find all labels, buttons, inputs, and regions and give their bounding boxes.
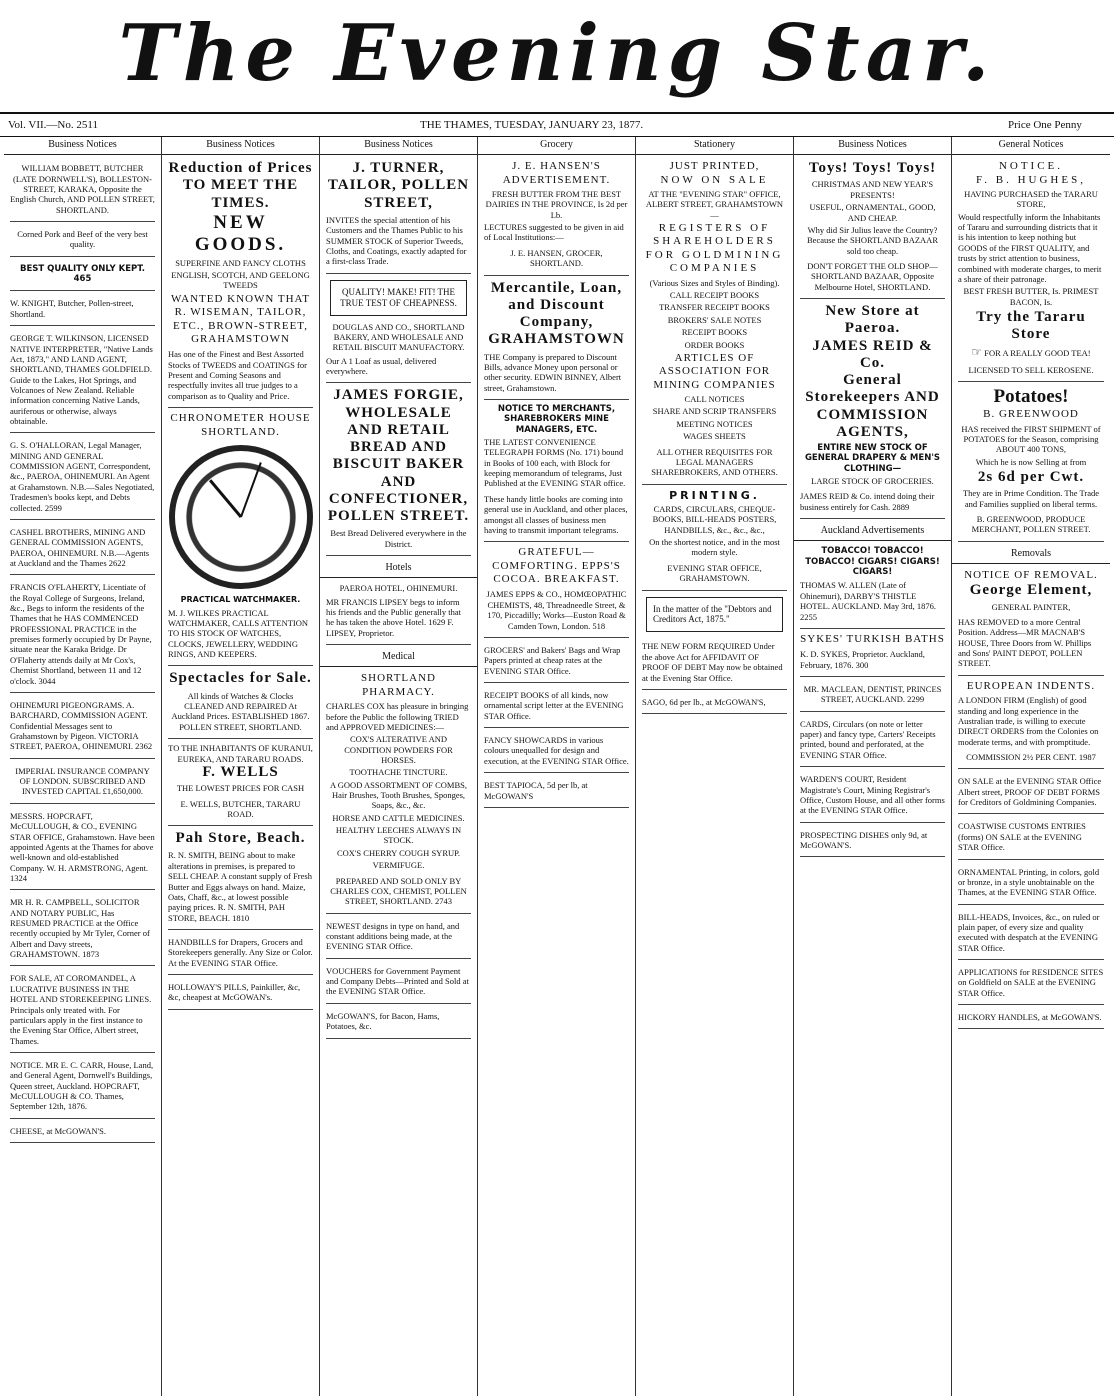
ad-oflaherty: FRANCIS O'FLAHERTY, Licentiate of the Royal College of Surgeons, Ireland, &c., Begs to inform the residents of the Thames that he HAS COMMENCED PROFESSIONAL PRACTICE in the premises formerly occupied by Dr Payne, situate near the Karaka Bridge. Dr O'Flaherty attends daily at Mr Cox's, Chemist Shortland, between 11 and 12 o'clock. 3044	[10, 579, 155, 693]
ad-smith: R. N. SMITH, BEING about to make alterations in premises, is prepared to SELL CHEAP. A constant supply of Fresh Butter and Eggs always on hand. Maize, Oats, Chaff, &c., at lowest possible paying prices. R. N. SMITH, PAH STORE, BEACH. 1810	[168, 847, 313, 930]
ad-charles-cox: CHARLES COX has pleasure in bringing before the Public the following TRIED and APPROVED MEDICINES:—	[326, 701, 469, 732]
ad-pah-store: Pah Store, Beach.	[175, 830, 306, 847]
ad-proof-of-debt: ON SALE at the EVENING STAR Office Albert street, PROOF OF DEBT FORMS for Creditors of Goldmining Companies.	[958, 773, 1104, 814]
ad-shortland-bazaar: DON'T FORGET THE OLD SHOP— SHORTLAND BAZAAR, Opposite Melbourne Hotel, SHORTLAND.	[800, 258, 945, 299]
ad-cashel: CASHEL BROTHERS, MINING AND GENERAL COMMISSION AGENTS, PAEROA, OHINEMURI. N.B.—Agents at Auckland and the Thames 2622	[10, 524, 155, 575]
ad-wiseman-body: Has one of the Finest and Best Assorted Stocks of TWEEDS and COATINGS for Present and Coming Seasons and respectfully invites all true judges to a comparison as to Quality and Price.	[168, 346, 313, 408]
column-6	[794, 137, 952, 1396]
ad-affidavit: THE NEW FORM REQUIRED Under the above Act for AFFIDAVIT OF PROOF OF DEBT May now be obtained at the Evening Star Office.	[642, 638, 787, 689]
ad-registers: REGISTERS OF SHAREHOLDERS FOR GOLDMINING COMPANIES	[645, 222, 784, 275]
ad-for-sale: FOR SALE, AT COROMANDEL, A LUCRATIVE BUSINESS IN THE HOTEL AND STOREKEEPING LINES. Principals only treated with. For particulars apply in the first instance to the Evening Star Office, Albert street, Thames.	[10, 970, 155, 1053]
ad-corned-pork: Corned Pork and Beef of the very best quality.	[10, 226, 155, 257]
clock-icon	[169, 445, 313, 589]
ad-brokers-notes: BROKERS' SALE NOTES	[667, 314, 762, 325]
ad-notice: NOTICE.	[998, 160, 1064, 173]
ad-receipt-books: RECEIPT BOOKS of all kinds, now ornamental script letter at the EVENING STAR Office.	[484, 687, 629, 728]
ad-first-shipment: HAS received the FIRST SHIPMENT of POTATOES for the Season, comprising ABOUT 400 TONS,	[961, 423, 1101, 455]
ad-greenwood-merchant: B. GREENWOOD, PRODUCE MERCHANT, POLLEN STREET.	[958, 511, 1104, 542]
ad-vermifuge: VERMIFUGE.	[372, 860, 425, 871]
ad-commission: COMMISSION 2½ PER CENT. 1987	[958, 749, 1104, 769]
ad-ornamental: ORNAMENTAL Printing, in colors, gold or bronze, in a style unobtainable on the Thames, at the EVENING STAR Office.	[958, 864, 1104, 905]
place-date: THE THAMES, TUESDAY, JANUARY 23, 1877.	[420, 119, 644, 131]
ad-notice-removal: NOTICE OF REMOVAL.	[964, 569, 1098, 581]
ad-call-receipt: CALL RECEIPT BOOKS	[669, 290, 760, 301]
ad-wilkinson: GEORGE T. WILKINSON, LICENSED NATIVE INTERPRETER, "Native Lands Act, 1873," AND LAND AGENT, SHORTLAND, THAMES GOLDFIELD. Guide to the Lakes, Hot Springs, and Volcanoes of New Zealand. Reliable information concerning Native Lands, auriferous or otherwise, always obtainable.	[10, 330, 155, 433]
ad-fancy-showcards: FANCY SHOWCARDS in various colours unequalled for design and execution, at the EVENING STAR Office.	[484, 732, 629, 773]
ad-toothache: TOOTHACHE TINCTURE.	[349, 767, 448, 778]
ad-butter-bacon: BEST FRESH BUTTER, Is. PRIMEST BACON, Is.	[963, 286, 1099, 307]
ad-wages-sheets: WAGES SHEETS	[683, 431, 746, 442]
ad-cards-circulars: CARDS, Circulars (on note or letter paper) and fancy type, Carters' Receipts printed, bound and perforated, at the EVENING STAR Office.	[800, 716, 945, 767]
pointing-hand-icon: ☞	[971, 345, 983, 360]
ad-selling-at: Which he is now Selling at from	[975, 456, 1087, 467]
ad-bill-heads: BILL-HEADS, Invoices, &c., on ruled or plain paper, of every size and quality executed with despatch at the EVENING STAR Office.	[958, 909, 1104, 960]
ad-tararu-store: HAVING PURCHASED the TARARU STORE,	[964, 189, 1098, 210]
ad-james-epps: JAMES EPPS & CO., HOMŒOPATHIC CHEMISTS, 48, Threadneedle Street, & 170, Piccadilly; Works—Euston Road & Camden Town, London. 518	[484, 586, 629, 637]
ad-douglas: DOUGLAS AND CO., SHORTLAND BAKERY, AND WHOLESALE AND RETAIL BISCUIT MANUFACTORY.	[332, 321, 465, 353]
ad-carr: NOTICE. MR E. C. CARR, House, Land, and General Agent, Dornwell's Buildings, Queen street, Auckland. HOPCRAFT, McCULLOUGH & CO. Thames, September 12th, 1876.	[10, 1057, 155, 1119]
columns-grid	[4, 137, 1110, 1396]
ad-horse-cattle: HORSE AND CATTLE MEDICINES.	[332, 812, 465, 823]
ad-tapioca: BEST TAPIOCA, 5d per lb, at McGOWAN'S	[484, 777, 629, 808]
ad-watches-clocks: All kinds of Watches & Clocks CLEANED AND REPAIRED At Auckland Prices. ESTABLISHED 1867. POLLEN STREET, SHORTLAND.	[168, 688, 313, 739]
ad-ohalloran: G. S. O'HALLORAN, Legal Manager, MINING AND GENERAL COMMISSION AGENT, Correspondent, &c., PAEROA, OHINEMURI. An Agent at Grahamstown. N.B.—Sales Negotiated, Tradesmen's books kept, and Debts collected. 2599	[10, 437, 155, 520]
ad-call-notices: CALL NOTICES	[684, 394, 745, 405]
ad-maclean-dentist: MR. MACLEAN, DENTIST, PRINCES STREET, AUCKLAND. 2299	[800, 681, 945, 712]
section-removals: Removals	[952, 546, 1110, 564]
ad-just-printed: JUST PRINTED,	[669, 160, 760, 173]
ad-tweeds: ENGLISH, SCOTCH, AND GEELONG TWEEDS	[171, 269, 310, 291]
ad-cheese: CHEESE, at McGOWAN'S.	[10, 1123, 155, 1143]
column-1	[4, 137, 162, 1396]
ad-debtors-creditors: In the matter of the "Debtors and Creditors Act, 1875."	[646, 597, 783, 633]
ad-sir-julius: Why did Sir Julius leave the Country? Because the SHORTLAND BAZAAR sold too cheap.	[807, 224, 938, 256]
ad-epps-cocoa: GRATEFUL—COMFORTING. EPPS'S COCOA. BREAKFAST.	[492, 546, 621, 586]
ad-london-firm: A LONDON FIRM (English) of good standing and long experience in the Australian trade, is willing to execute DIRECT ORDERS from the Colonies on moderate terms, and with promptitude.	[958, 695, 1099, 747]
section-medical: Medical	[320, 649, 477, 667]
ad-best-bread: Best Bread Delivered everywhere in the District.	[326, 525, 471, 556]
ad-campbell: MR H. R. CAMPBELL, SOLICITOR AND NOTARY PUBLIC, Has RESUMED PRACTICE at the Office recently occupied by Mr Tyler, Corner of Albert and Davy streets, GRAHAMSTOWN. 1873	[10, 894, 155, 966]
price: Price One Penny	[1008, 119, 1082, 131]
ad-european-indents: EUROPEAN INDENTS.	[966, 679, 1096, 692]
ad-wilkes: M. J. WILKES PRACTICAL WATCHMAKER, CALLS ATTENTION TO HIS STOCK OF WATCHES, CLOCKS, JEWELLERY, WEDDING RINGS, AND KEEPERS.	[168, 605, 313, 667]
ad-tobacco-cigars: TOBACCO! TOBACCO! TOBACCO! CIGARS! CIGARS! CIGARS!	[805, 546, 940, 578]
ad-wiseman: WANTED KNOWN THAT R. WISEMAN, TAILOR, ETC., BROWN-STREET, GRAHAMSTOWN	[171, 292, 310, 345]
ad-sago: SAGO, 6d per lb., at McGOWAN'S,	[642, 694, 787, 714]
column-header: General Notices	[952, 137, 1110, 155]
ad-pigeongrams: OHINEMURI PIGEONGRAMS. A. BARCHARD, COMMISSION AGENT. Confidential Messages sent to Grahamstown by Pigeon. VICTORIA STREET, PAEROA, OHINEMURI. 2362	[10, 697, 155, 759]
ad-prepared-by-cox: PREPARED AND SOLD ONLY BY CHARLES COX, CHEMIST, POLLEN STREET, SHORTLAND. 2743	[326, 873, 471, 914]
ad-notice-merchants: NOTICE TO MERCHANTS, SHAREBROKERS MINE MANAGERS, ETC.	[497, 403, 616, 435]
ad-applications: APPLICATIONS for RESIDENCE SITES on Goldfield on SALE at the EVENING STAR Office.	[958, 964, 1104, 1005]
ad-newest-designs: NEWEST designs in type on hand, and constant additions being made, at the EVENING STAR Office.	[326, 918, 471, 959]
ad-reid-cash: JAMES REID & Co. intend doing their business entirely for Cash. 2889	[800, 488, 945, 519]
ad-now-on-sale: NOW ON SALE	[660, 173, 769, 186]
ad-handy-books: These handy little books are coming into general use in Auckland, and other places, amongst all classes of business men having to transmit important telegrams.	[484, 491, 629, 542]
column-header: Stationery	[636, 137, 793, 155]
ad-large-stock-groceries: LARGE STOCK OF GROCERIES.	[811, 476, 934, 487]
ad-chronometer-house: CHRONOMETER HOUSE SHORTLAND.	[170, 412, 311, 438]
ad-useful: USEFUL, ORNAMENTAL, GOOD, AND CHEAP.	[809, 202, 936, 223]
ad-hickory: HICKORY HANDLES, at McGOWAN'S.	[958, 1009, 1104, 1029]
ad-bobbett: WILLIAM BOBBETT, BUTCHER (LATE DORNWELL'S), BOLLESTON-STREET, KARAKA, Opposite the English Church, AND POLLEN STREET, SHORTLAND.	[10, 160, 155, 222]
ad-receipt-books: RECEIPT BOOKS	[681, 327, 748, 338]
ad-george-element: George Element,	[969, 582, 1093, 599]
newspaper-title: The Evening Star.	[118, 8, 996, 99]
ad-wardens-court: WARDEN'S COURT, Resident Magistrate's Court, Mining Registrar's Office, Custom House, and all other forms at the EVENING STAR Office.	[800, 771, 945, 822]
ad-turner: J. TURNER, TAILOR, POLLEN STREET,	[327, 160, 470, 211]
ad-christmas: CHRISTMAS AND NEW YEAR'S PRESENTS!	[811, 179, 934, 200]
ad-sykes-baths: SYKES' TURKISH BATHS	[800, 632, 945, 645]
ad-wells-name: F. WELLS	[202, 763, 279, 780]
ad-cox-powders: COX'S ALTERATIVE AND CONDITION POWDERS FOR HORSES.	[344, 734, 453, 765]
ad-at-office: AT THE "EVENING STAR" OFFICE, ALBERT STREET, GRAHAMSTOWN—	[645, 189, 784, 220]
ad-e-wells: E. WELLS, BUTCHER, TARARU ROAD.	[168, 796, 313, 827]
ad-kerosene: LICENSED TO SELL KEROSENE.	[958, 362, 1104, 382]
column-header: Business Notices	[794, 137, 951, 155]
ad-general-storekeepers: General Storekeepers AND COMMISSION AGENTS,	[805, 372, 940, 440]
ad-thomas-allen: THOMAS W. ALLEN (Late of Ohinemuri), DARBY'S THISTLE HOTEL. AUCKLAND. May 3rd, 1876. 2255	[800, 577, 945, 628]
ad-handbills: HANDBILLS for Drapers, Grocers and Storekeepers generally. Any Size or Color. At the EVENING STAR Office.	[168, 934, 313, 975]
ad-practical-watchmaker: PRACTICAL WATCHMAKER.	[180, 594, 301, 604]
ad-vouchers: VOUCHERS for Government Payment and Company Debts—Printed and Sold at the EVENING STAR Office.	[326, 963, 471, 1004]
ad-hopcraft: MESSRS. HOPCRAFT, McCULLOUGH, & CO., EVENING STAR OFFICE, Grahamstown. Have been appointed Agents at the Thames for above well-known and old-established Company. W. H. ARMSTRONG, Agent. 1324	[10, 808, 155, 891]
column-header: Grocery	[478, 137, 635, 155]
ad-price-per-cwt: 2s 6d per Cwt.	[977, 469, 1085, 486]
ad-holloway: HOLLOWAY'S PILLS, Painkiller, &c, &c, cheapest at McGOWAN's.	[168, 979, 313, 1010]
dateline	[0, 112, 1114, 137]
column-header: Business Notices	[320, 137, 477, 155]
column-7	[952, 137, 1110, 1396]
ad-good-tea	[958, 345, 1104, 360]
ad-hansen-grocer: J. E. HANSEN, GROCER, SHORTLAND.	[484, 245, 629, 276]
ad-all-requisites: ALL OTHER REQUISITES FOR LEGAL MANAGERS SHAREBROKERS, AND OTHERS.	[642, 444, 787, 485]
ad-shortest-notice: On the shortest notice, and in the most modern style.	[649, 537, 780, 558]
ad-grocers-bags: GROCERS' and Bakers' Bags and Wrap Papers printed at cheap rates at the EVENING STAR Office.	[484, 642, 629, 683]
ad-fresh-butter: FRESH BUTTER FROM THE BEST DAIRIES IN THE PROVINCE, Is 2d per Lb.	[485, 189, 628, 220]
ad-meeting-notices: MEETING NOTICES	[676, 418, 753, 429]
ad-general-painter: GENERAL PAINTER,	[991, 601, 1071, 612]
ad-turner-body: INVITES the special attention of his Customers and the Thames Public to his SUMMER STOCK of Superior Tweeds, Cloths, and Coatings, exactly adapted for a first-class Trade.	[326, 212, 471, 274]
ad-kuranui: TO THE INHABITANTS OF KURANUI, EUREKA, AND TARARU ROADS.	[168, 743, 313, 764]
ad-printing: PRINTING.	[669, 488, 760, 502]
ad-greenwood: B. GREENWOOD	[983, 408, 1079, 421]
ad-sykes-proprietor: K. D. SYKES, Proprietor. Auckland, February, 1876. 300	[800, 646, 945, 677]
column-2	[162, 137, 320, 1396]
ad-prime-condition: They are in Prime Condition. The Trade and Families supplied on liberal terms.	[962, 488, 1100, 509]
ad-lectures: LECTURES suggested to be given in aid of Local Institutions:—	[484, 222, 624, 243]
ad-hansen-title: J. E. HANSEN'S ADVERTISEMENT.	[502, 160, 611, 186]
ad-various-sizes: (Various Sizes and Styles of Binding).	[649, 277, 780, 288]
ad-shortland-pharmacy: SHORTLAND PHARMACY.	[361, 672, 436, 698]
ad-a1-loaf: Our A 1 Loaf as usual, delivered everywhere.	[326, 353, 471, 384]
ad-best-quality: BEST QUALITY ONLY KEPT. 465	[10, 261, 155, 292]
ad-prospecting-dishes: PROSPECTING DISHES only 9d, at McGOWAN'S.	[800, 827, 945, 858]
section-auckland: Auckland Advertisements	[794, 523, 951, 541]
ad-transfer-receipt: TRANSFER RECEIPT BOOKS	[659, 302, 770, 313]
column-5	[636, 137, 794, 1396]
ad-articles: ARTICLES OF ASSOCIATION FOR MINING COMPANIES	[653, 351, 776, 391]
ad-imperial-insurance: IMPERIAL INSURANCE COMPANY OF LONDON. SUBSCRIBED AND INVESTED CAPITAL £1,650,000.	[10, 763, 155, 804]
ad-cloths: SUPERFINE AND FANCY CLOTHS	[175, 257, 306, 268]
column-3	[320, 137, 478, 1396]
column-header: Business Notices	[162, 137, 319, 155]
ad-combs: A GOOD ASSORTMENT OF COMBS, Hair Brushes, Tooth Brushes, Sponges, Soaps, &c., &c.	[329, 779, 468, 811]
ad-company-discount: THE Company is prepared to Discount Bills, advance Money upon personal or other security. EDWIN BINNEY, Albert street, Grahamstown.	[484, 349, 629, 400]
column-header: Business Notices	[4, 137, 161, 155]
masthead	[0, 0, 1114, 98]
ad-new-goods: NEW GOODS.	[194, 211, 287, 255]
ad-mcgowans-bacon: McGOWAN'S, for Bacon, Hams, Potatoes, &c.	[326, 1008, 471, 1039]
ad-reduction-prices: Reduction of Prices TO MEET THE TIMES.	[168, 160, 313, 211]
ad-leeches: HEALTHY LEECHES ALWAYS IN STOCK.	[335, 825, 462, 846]
ad-toys: Toys! Toys! Toys!	[808, 160, 937, 177]
ad-james-reid: JAMES REID & Co.	[812, 337, 933, 371]
ad-forgie: JAMES FORGIE, WHOLESALE AND RETAIL BREAD AND BISCUIT BAKER AND CONFECTIONER, POLLEN STREET.	[327, 387, 470, 525]
ad-telegraph-forms: THE LATEST CONVENIENCE TELEGRAPH FORMS (No. 171) bound in Books of 100 each, with Block for keeping memorandum of telegrams, Just Published at the EVENING STAR office.	[484, 437, 626, 489]
ad-star-office: EVENING STAR OFFICE, GRAHAMSTOWN.	[642, 560, 787, 591]
ad-coastwise: COASTWISE CUSTOMS ENTRIES (forms) ON SALE at the EVENING STAR Office.	[958, 818, 1104, 859]
ad-hughes: F. B. HUGHES,	[976, 173, 1086, 186]
ad-knight: W. KNIGHT, Butcher, Pollen-street, Shortland.	[10, 295, 155, 326]
ad-removed: HAS REMOVED to a more Central Position. Address—MR MACNAB'S HOUSE, Three Doors from W. Phillips and Sons' PAINT DEPOT, POLLEN STREET.	[958, 614, 1104, 676]
ad-paeroa-hotel: PAEROA HOTEL, OHINEMURI.	[339, 583, 458, 594]
ad-good-tea-text: FOR A REALLY GOOD TEA!	[984, 348, 1091, 359]
ad-quality-make-fit: QUALITY! MAKE! FIT! THE TRUE TEST OF CHEAPNESS.	[330, 280, 467, 316]
ad-lowest-prices: THE LOWEST PRICES FOR CASH	[176, 783, 305, 794]
ad-try-tararu: Try the Tararu Store	[976, 308, 1086, 343]
section-hotels: Hotels	[320, 560, 477, 578]
ad-hughes-body: Would respectfully inform the Inhabitants of Tararu and surrounding districts that it is his intention to keep nothing but GOODS of the FIRST QUALITY, and trusts by strict attention to business, combined with moderate charges, to merit a share of their patronage.	[958, 211, 1102, 284]
column-4	[478, 137, 636, 1396]
ad-potatoes: Potatoes!	[993, 386, 1069, 408]
ad-entire-new-stock: ENTIRE NEW STOCK OF GENERAL DRAPERY & MEN'S CLOTHING—	[804, 443, 941, 474]
ad-spectacles: Spectacles for Sale.	[169, 670, 312, 687]
volume-number: Vol. VII.—No. 2511	[8, 119, 98, 131]
ad-order-books: ORDER BOOKS	[684, 339, 745, 350]
ad-lipsey: MR FRANCIS LIPSEY begs to inform his friends and the Public generally that he has taken the above Hotel. 1629 F. LIPSEY, Proprietor.	[326, 594, 471, 645]
ad-cherry-cough: COX'S CHERRY COUGH SYRUP.	[336, 847, 461, 858]
ad-mercantile-loan: Mercantile, Loan, and Discount Company, GRAHAMSTOWN	[488, 279, 625, 348]
ad-cards-circulars: CARDS, CIRCULARS, CHEQUE-BOOKS, BILL-HEADS POSTERS, HANDBILLS, &c., &c., &c.,	[652, 504, 777, 535]
ad-new-store-paeroa: New Store at Paeroa.	[825, 303, 920, 337]
ad-share-transfers: SHARE AND SCRIP TRANSFERS	[652, 406, 777, 417]
